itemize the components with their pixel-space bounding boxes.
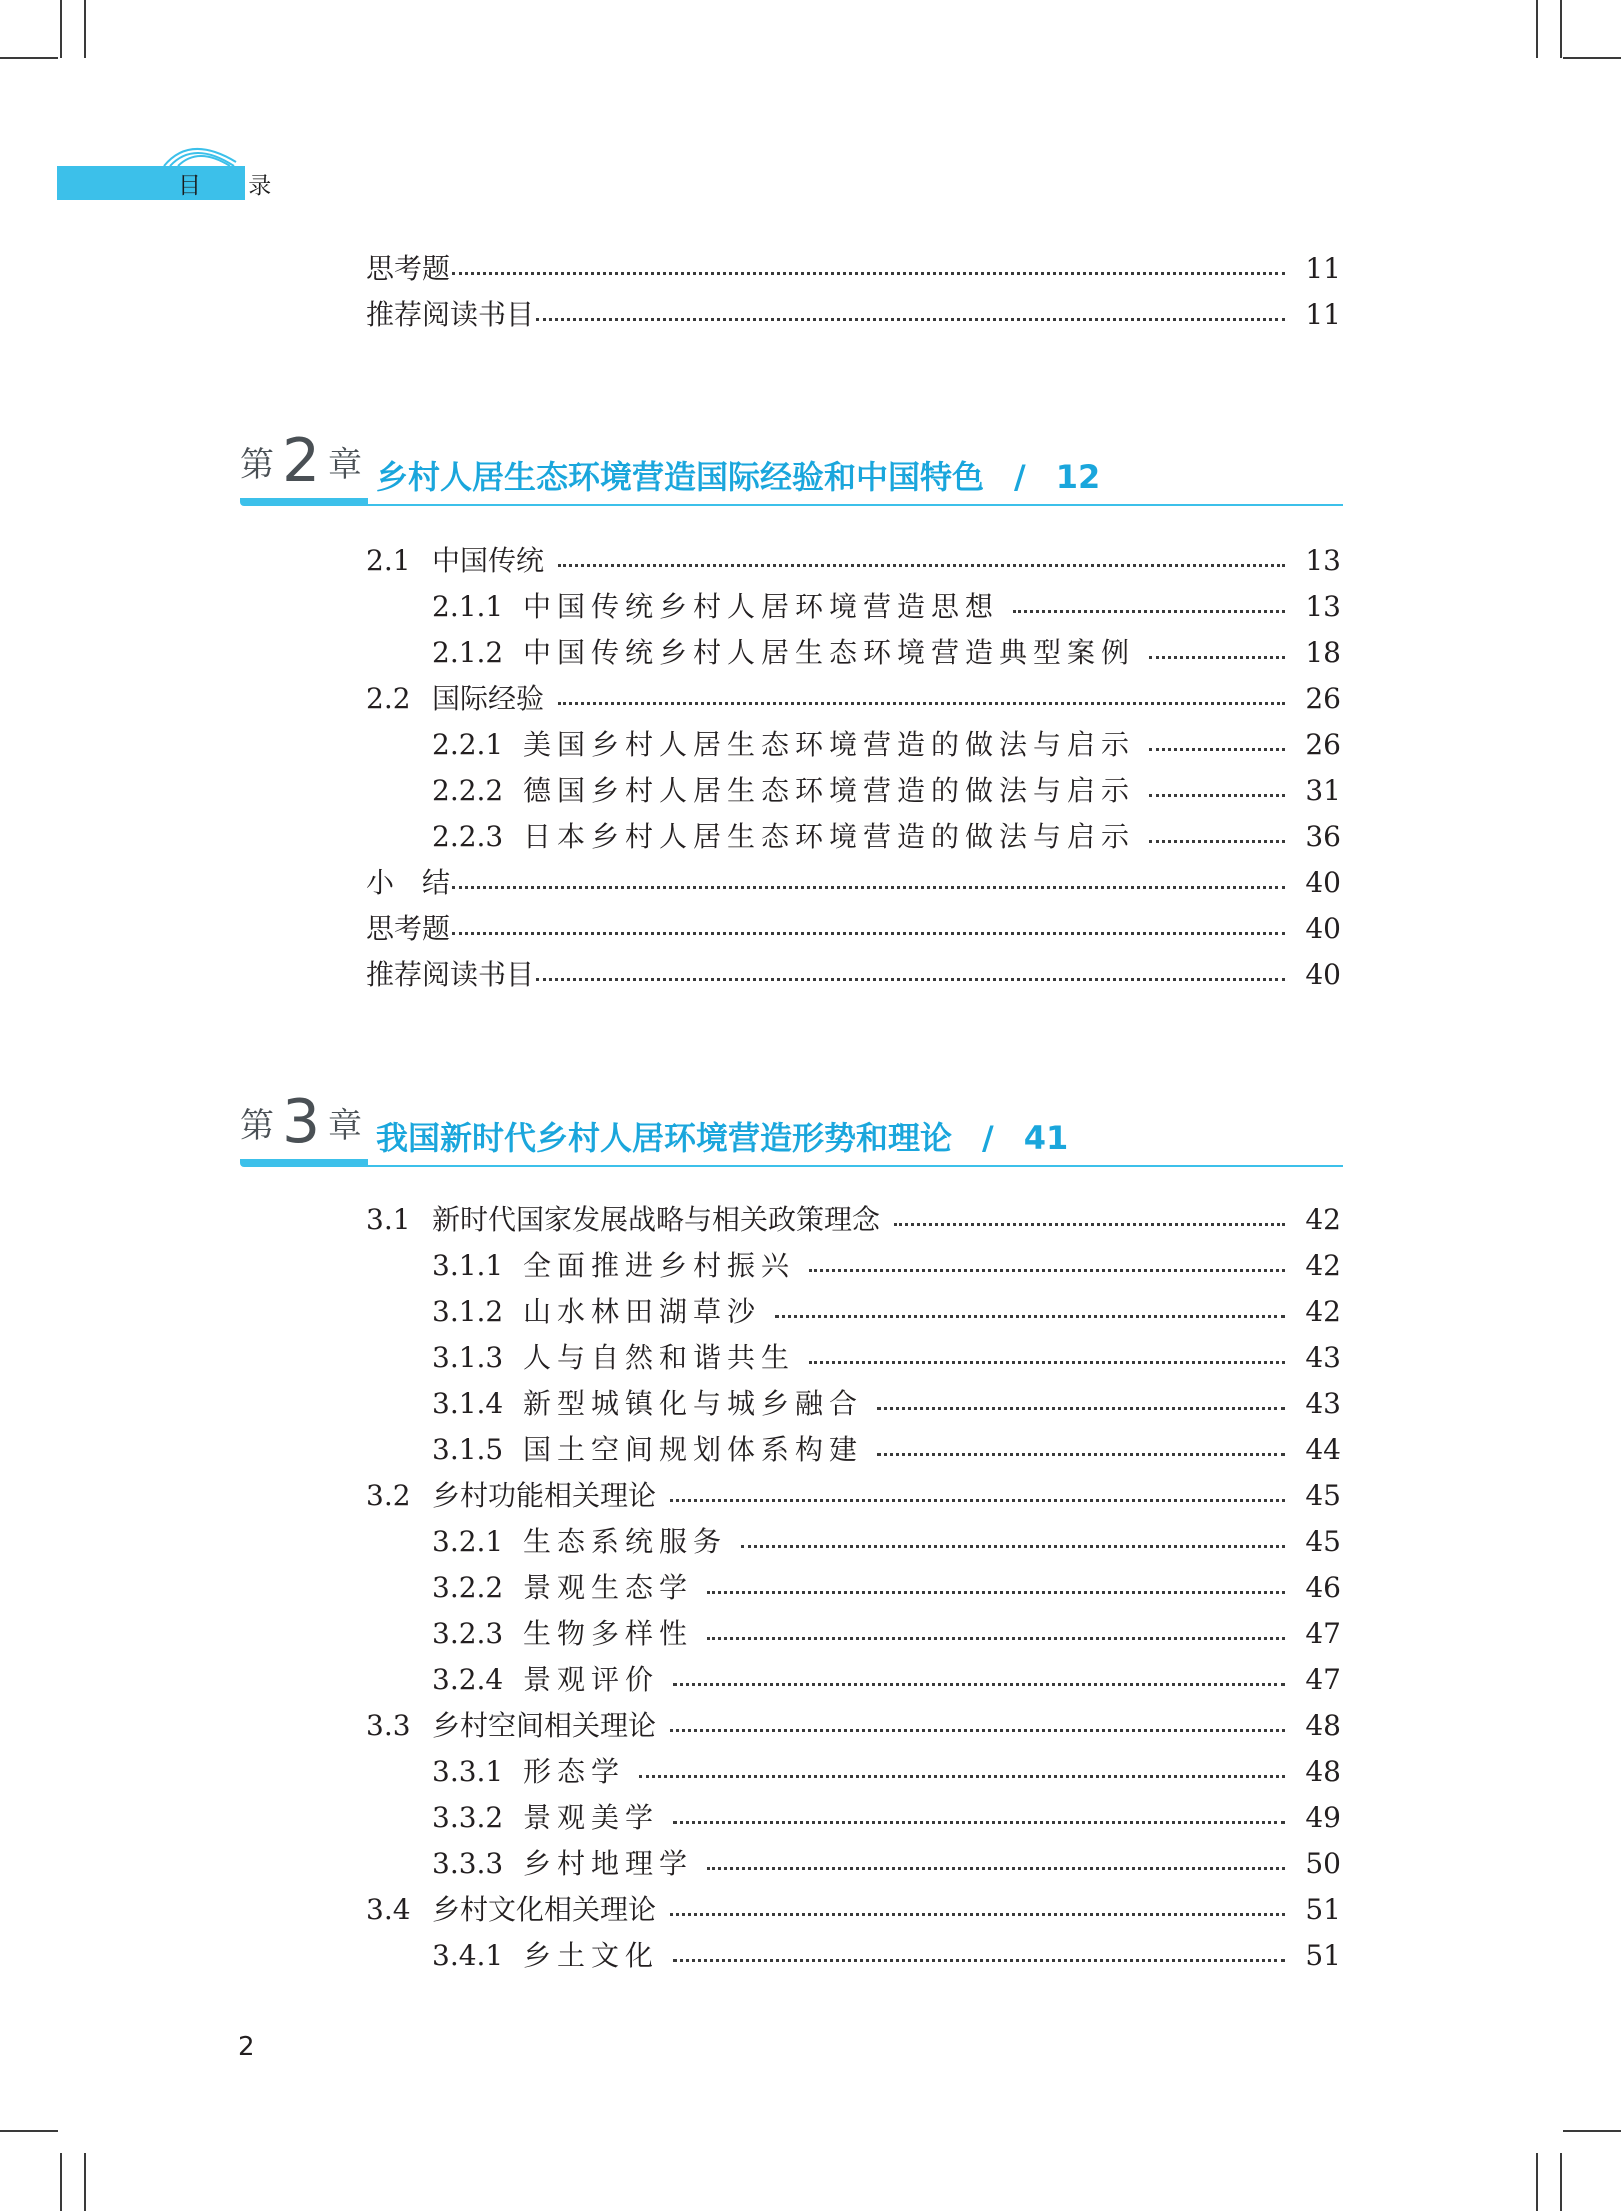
entry-number: 3.2.4: [432, 1663, 504, 1696]
toc-entry[interactable]: [366, 292, 1341, 338]
chapter-prefix: 第: [240, 1106, 274, 1146]
toc-entry[interactable]: [366, 722, 1341, 768]
entry-title: 全面推进乡村振兴: [523, 1249, 796, 1282]
entry-number: 3.2.1: [432, 1525, 504, 1558]
entry-title: 日本乡村人居生态环境营造的做法与启示: [523, 820, 1136, 853]
entry-title: 小 结: [366, 866, 451, 899]
entry-number: 3.3.2: [432, 1801, 504, 1834]
entry-page: 13: [1305, 590, 1341, 623]
entry-page: 51: [1305, 1939, 1341, 1972]
toc-entry[interactable]: [366, 860, 1341, 906]
leader-dots: [558, 564, 1285, 567]
chapter-page: 41: [1023, 1119, 1069, 1157]
toc-entry[interactable]: [366, 814, 1341, 860]
entry-number: 3.1.3: [432, 1341, 504, 1374]
entry-page: 49: [1305, 1801, 1341, 1834]
entry-title: 思考题: [366, 252, 451, 285]
toc-entry[interactable]: [366, 768, 1341, 814]
toc-entry[interactable]: [366, 952, 1341, 998]
entry-number: 3.3.1: [432, 1755, 504, 1788]
entry-title: 中国传统乡村人居生态环境营造典型案例: [523, 636, 1136, 669]
chapter-rule-accent: [240, 1159, 368, 1167]
leader-dots: [452, 886, 1285, 889]
toc-entry[interactable]: [366, 246, 1341, 292]
entry-page: 11: [1305, 298, 1341, 331]
toc-entry[interactable]: [366, 1289, 1341, 1335]
toc-entry[interactable]: [366, 1887, 1341, 1933]
chapter-rule: [360, 504, 1343, 506]
entry-number: 3.3: [366, 1709, 411, 1742]
toc-entry[interactable]: [366, 1427, 1341, 1473]
entry-number: 3.2: [366, 1479, 411, 1512]
entry-number: 3.2.2: [432, 1571, 504, 1604]
crop-mark: [1536, 2153, 1538, 2211]
chapter-separator: /: [1014, 458, 1026, 496]
leader-dots: [536, 978, 1285, 981]
toc-entry[interactable]: [366, 1473, 1341, 1519]
leader-dots: [877, 1407, 1285, 1410]
leader-dots: [452, 932, 1285, 935]
entry-number: 3.1: [366, 1203, 411, 1236]
crop-mark: [60, 0, 62, 58]
entry-page: 18: [1305, 636, 1341, 669]
entry-page: 42: [1305, 1249, 1341, 1282]
entry-title: 景观评价: [523, 1663, 660, 1696]
leader-dots: [707, 1591, 1285, 1594]
entry-title: 生物多样性: [523, 1617, 694, 1650]
leader-dots: [1149, 840, 1285, 843]
leader-dots: [809, 1269, 1285, 1272]
entry-number: 3.1.4: [432, 1387, 504, 1420]
crop-mark: [1560, 0, 1562, 58]
entry-title: 乡土文化: [523, 1939, 660, 1972]
entry-title: 山水林田湖草沙: [523, 1295, 762, 1328]
leader-dots: [1149, 794, 1285, 797]
entry-page: 43: [1305, 1341, 1341, 1374]
toc-entry[interactable]: [366, 1749, 1341, 1795]
chapter-suffix: 章: [328, 1106, 362, 1146]
leader-dots: [741, 1545, 1285, 1548]
entry-number: 3.1.2: [432, 1295, 504, 1328]
leader-dots: [877, 1453, 1285, 1456]
chapter-rule: [360, 1165, 1343, 1167]
leader-dots: [639, 1775, 1285, 1778]
entry-title: 推荐阅读书目: [366, 298, 535, 331]
header-label: 目 录: [178, 173, 292, 199]
entry-page: 48: [1305, 1709, 1341, 1742]
crop-mark: [0, 2130, 58, 2132]
entry-title: 形态学: [523, 1755, 626, 1788]
chapter-prefix: 第: [240, 445, 274, 485]
toc-entry[interactable]: [366, 1611, 1341, 1657]
entry-page: 40: [1305, 912, 1341, 945]
toc-entry[interactable]: [366, 1703, 1341, 1749]
entry-title: 中国传统: [432, 544, 545, 577]
leader-dots: [1013, 610, 1285, 613]
crop-mark: [60, 2153, 62, 2211]
leader-dots: [670, 1913, 1285, 1916]
entry-number: 3.4: [366, 1893, 411, 1926]
entry-title: 美国乡村人居生态环境营造的做法与启示: [523, 728, 1136, 761]
toc-entry[interactable]: [366, 584, 1341, 630]
leader-dots: [558, 702, 1285, 705]
entry-title: 乡村空间相关理论: [432, 1709, 657, 1742]
entry-page: 51: [1305, 1893, 1341, 1926]
chapter-title-text: 我国新时代乡村人居环境营造形势和理论: [376, 1119, 953, 1157]
crop-mark: [1563, 2130, 1621, 2132]
chapter-heading[interactable]: [240, 1087, 1343, 1167]
chapter-rule-accent: [240, 498, 368, 506]
entry-number: 2.2.3: [432, 820, 504, 853]
entry-number: 3.4.1: [432, 1939, 504, 1972]
page-number: 2: [238, 2032, 255, 2062]
leader-dots: [1149, 748, 1285, 751]
entry-page: 42: [1305, 1203, 1341, 1236]
entry-title: 景观生态学: [523, 1571, 694, 1604]
toc-entry[interactable]: [366, 1335, 1341, 1381]
chapter-page: 12: [1055, 458, 1101, 496]
entry-page: 46: [1305, 1571, 1341, 1604]
entry-number: 2.2.2: [432, 774, 504, 807]
entry-page: 13: [1305, 544, 1341, 577]
entry-page: 31: [1305, 774, 1341, 807]
entry-page: 36: [1305, 820, 1341, 853]
chapter-separator: /: [982, 1119, 994, 1157]
entry-number: 2.2.1: [432, 728, 504, 761]
toc-entry[interactable]: [366, 1197, 1341, 1243]
entry-page: 50: [1305, 1847, 1341, 1880]
entry-page: 26: [1305, 728, 1341, 761]
leader-dots: [809, 1361, 1285, 1364]
toc-entry[interactable]: [366, 538, 1341, 584]
entry-title: 乡村文化相关理论: [432, 1893, 657, 1926]
entry-page: 40: [1305, 866, 1341, 899]
entry-title: 乡村功能相关理论: [432, 1479, 657, 1512]
entry-title: 国际经验: [432, 682, 545, 715]
toc-entry[interactable]: [366, 1519, 1341, 1565]
header-arc-icon: [160, 132, 240, 168]
chapter-heading[interactable]: [240, 426, 1343, 506]
crop-mark: [84, 2153, 86, 2211]
entry-title: 新型城镇化与城乡融合: [523, 1387, 864, 1420]
crop-mark: [1563, 57, 1621, 59]
entry-number: 3.3.3: [432, 1847, 504, 1880]
entry-page: 26: [1305, 682, 1341, 715]
toc-entry[interactable]: [366, 1795, 1341, 1841]
chapter-title: [376, 1113, 1068, 1159]
crop-mark: [84, 0, 86, 58]
entry-title: 乡村地理学: [523, 1847, 694, 1880]
toc-entry[interactable]: [366, 1381, 1341, 1427]
leader-dots: [452, 272, 1285, 275]
entry-number: 3.2.3: [432, 1617, 504, 1650]
entry-page: 40: [1305, 958, 1341, 991]
entry-page: 42: [1305, 1295, 1341, 1328]
entry-title: 推荐阅读书目: [366, 958, 535, 991]
entry-page: 47: [1305, 1663, 1341, 1696]
entry-number: 3.1.1: [432, 1249, 504, 1282]
leader-dots: [707, 1867, 1285, 1870]
leader-dots: [894, 1223, 1285, 1226]
leader-dots: [670, 1729, 1285, 1732]
chapter-suffix: 章: [328, 445, 362, 485]
entry-number: 2.1.1: [432, 590, 504, 623]
leader-dots: [707, 1637, 1285, 1640]
chapter-title: [376, 452, 1100, 498]
toc-entry[interactable]: [366, 630, 1341, 676]
entry-page: 45: [1305, 1479, 1341, 1512]
entry-title: 新时代国家发展战略与相关政策理念: [432, 1203, 881, 1236]
entry-number: 2.1: [366, 544, 411, 577]
entry-title: 思考题: [366, 912, 451, 945]
entry-number: 2.1.2: [432, 636, 504, 669]
leader-dots: [775, 1315, 1285, 1318]
chapter-number: 2: [282, 426, 321, 496]
entry-title: 生态系统服务: [523, 1525, 728, 1558]
toc-entry[interactable]: [366, 676, 1341, 722]
leader-dots: [673, 1821, 1285, 1824]
leader-dots: [670, 1499, 1285, 1502]
entry-number: 2.2: [366, 682, 411, 715]
leader-dots: [1149, 656, 1285, 659]
entry-page: 43: [1305, 1387, 1341, 1420]
crop-mark: [1560, 2153, 1562, 2211]
leader-dots: [536, 318, 1285, 321]
entry-page: 47: [1305, 1617, 1341, 1650]
entry-title: 德国乡村人居生态环境营造的做法与启示: [523, 774, 1136, 807]
toc-entry[interactable]: [366, 1243, 1341, 1289]
entry-title: 国土空间规划体系构建: [523, 1433, 864, 1466]
toc-entry[interactable]: [366, 1841, 1341, 1887]
entry-title: 景观美学: [523, 1801, 660, 1834]
toc-entry[interactable]: [366, 1933, 1341, 1979]
entry-title: 人与自然和谐共生: [523, 1341, 796, 1374]
entry-page: 44: [1305, 1433, 1341, 1466]
entry-number: 3.1.5: [432, 1433, 504, 1466]
chapter-title-text: 乡村人居生态环境营造国际经验和中国特色: [376, 458, 985, 496]
entry-title: 中国传统乡村人居环境营造思想: [523, 590, 1000, 623]
entry-page: 45: [1305, 1525, 1341, 1558]
entry-page: 11: [1305, 252, 1341, 285]
entry-page: 48: [1305, 1755, 1341, 1788]
leader-dots: [673, 1683, 1285, 1686]
leader-dots: [673, 1959, 1285, 1962]
chapter-number: 3: [282, 1087, 321, 1157]
toc-entry[interactable]: [366, 1565, 1341, 1611]
toc-entry[interactable]: [366, 1657, 1341, 1703]
crop-mark: [1536, 0, 1538, 58]
toc-entry[interactable]: [366, 906, 1341, 952]
crop-mark: [0, 57, 58, 59]
